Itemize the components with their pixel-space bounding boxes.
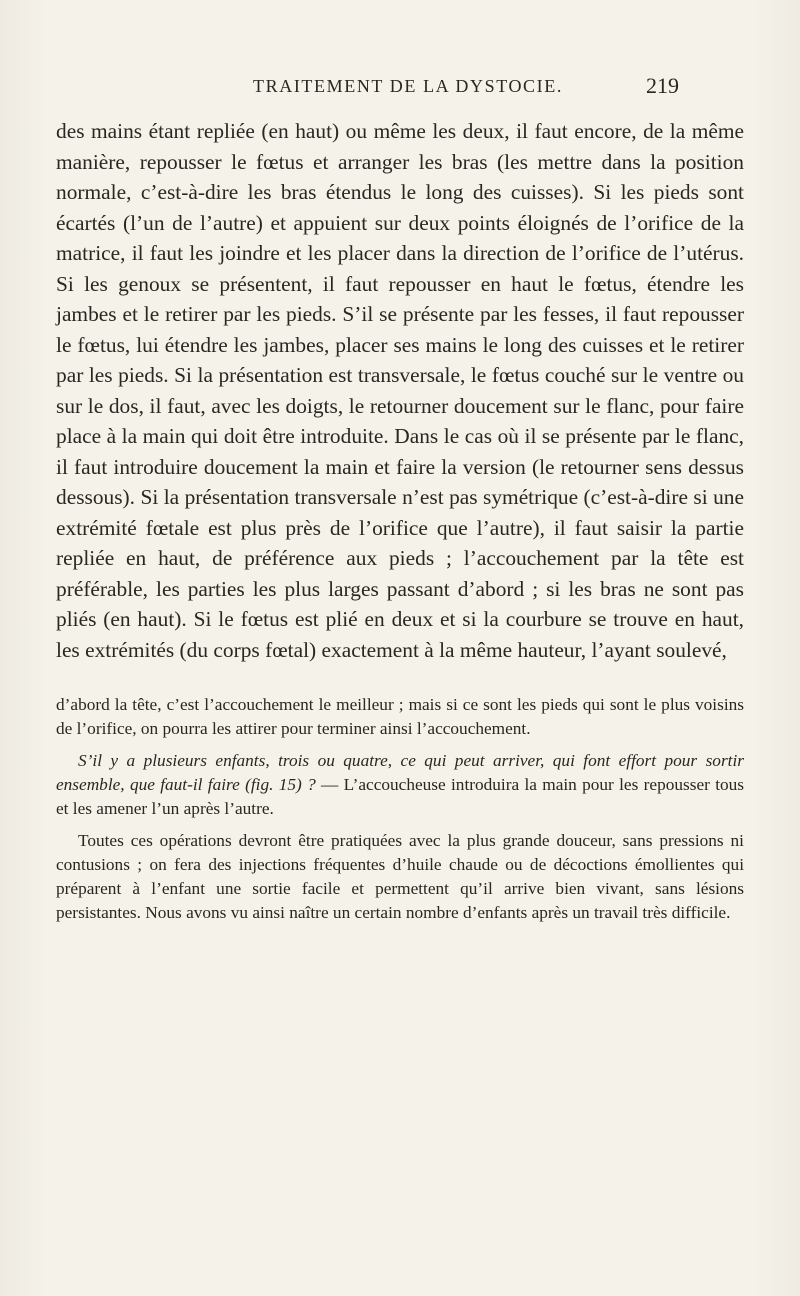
note-paragraph-1: d’abord la tête, c’est l’accouchement le meilleur ; mais si ce sont les pieds qui sont le plus voisins de l’orifice, on pourra les attirer pour terminer ainsi l’accouchement.: [56, 695, 744, 738]
running-head: TRAITEMENT DE LA DYSTOCIE.: [253, 76, 563, 96]
note-block: [56, 693, 744, 925]
main-paragraph: des mains étant repliée (en haut) ou même les deux, il faut encore, de la même manière, repousser le fœtus et arranger les bras (les mettre dans la position normale, c’est-à-dire les bras étendus le long des cuisses). Si les pieds sont écartés (l’un de l’autre) et appuient sur deux points éloignés de l’orifice de la matrice, il faut les joindre et les placer dans la direction de l’orifice de l’utérus. Si les genoux se présentent, il faut repousser en haut le fœtus, étendre les jambes et le retirer par les pieds. S’il se présente par les fesses, il faut repousser le fœtus, lui étendre les jambes, placer ses mains le long des cuisses et le retirer par les pieds. Si la présentation est transversale, le fœtus couché sur le ventre ou sur le dos, il faut, avec les doigts, le retourner doucement sur le flanc, pour faire place à la main qui doit être introduite. Dans le cas où il se présente par le flanc, il faut introduire doucement la main et faire la version (le retourner sens dessus dessous). Si la présentation transversale n’est pas symétrique (c’est-à-dire si une extrémité fœtale est plus près de l’orifice que l’autre), il faut saisir la partie repliée en haut, de préférence aux pieds ; l’accouchement par la tête est préférable, les parties les plus larges passant d’abord ; si les bras ne sont pas pliés (en haut). Si le fœtus est plié en deux et si la courbure se trouve en haut, les extrémités (du corps fœtal) exactement à la même hauteur, l’ayant soulevé,: [56, 119, 744, 662]
body-text: [56, 116, 744, 925]
question-text: S’il y a plusieurs enfants, trois ou quatre, ce qui peut arriver, qui font effort pour sortir ensemble, que faut-il faire (fig. 15) ?: [56, 751, 744, 794]
note-paragraph-3: Toutes ces opérations devront être pratiquées avec la plus grande douceur, sans pressions ni contusions ; on fera des injections fréquentes d’huile chaude ou de décoctions émollientes qui préparent à l’enfant une sortie facile et permettent qu’il arrive bien vivant, sans lésions persistantes. Nous avons vu ainsi naître un certain nombre d’enfants après un travail très difficile.: [56, 831, 744, 922]
page-number: 219: [646, 73, 679, 98]
note-paragraph-2: [56, 749, 744, 821]
answer-text: — L’accoucheuse introduira la main pour les repousser tous et les amener l’un après l’autre.: [56, 775, 744, 818]
